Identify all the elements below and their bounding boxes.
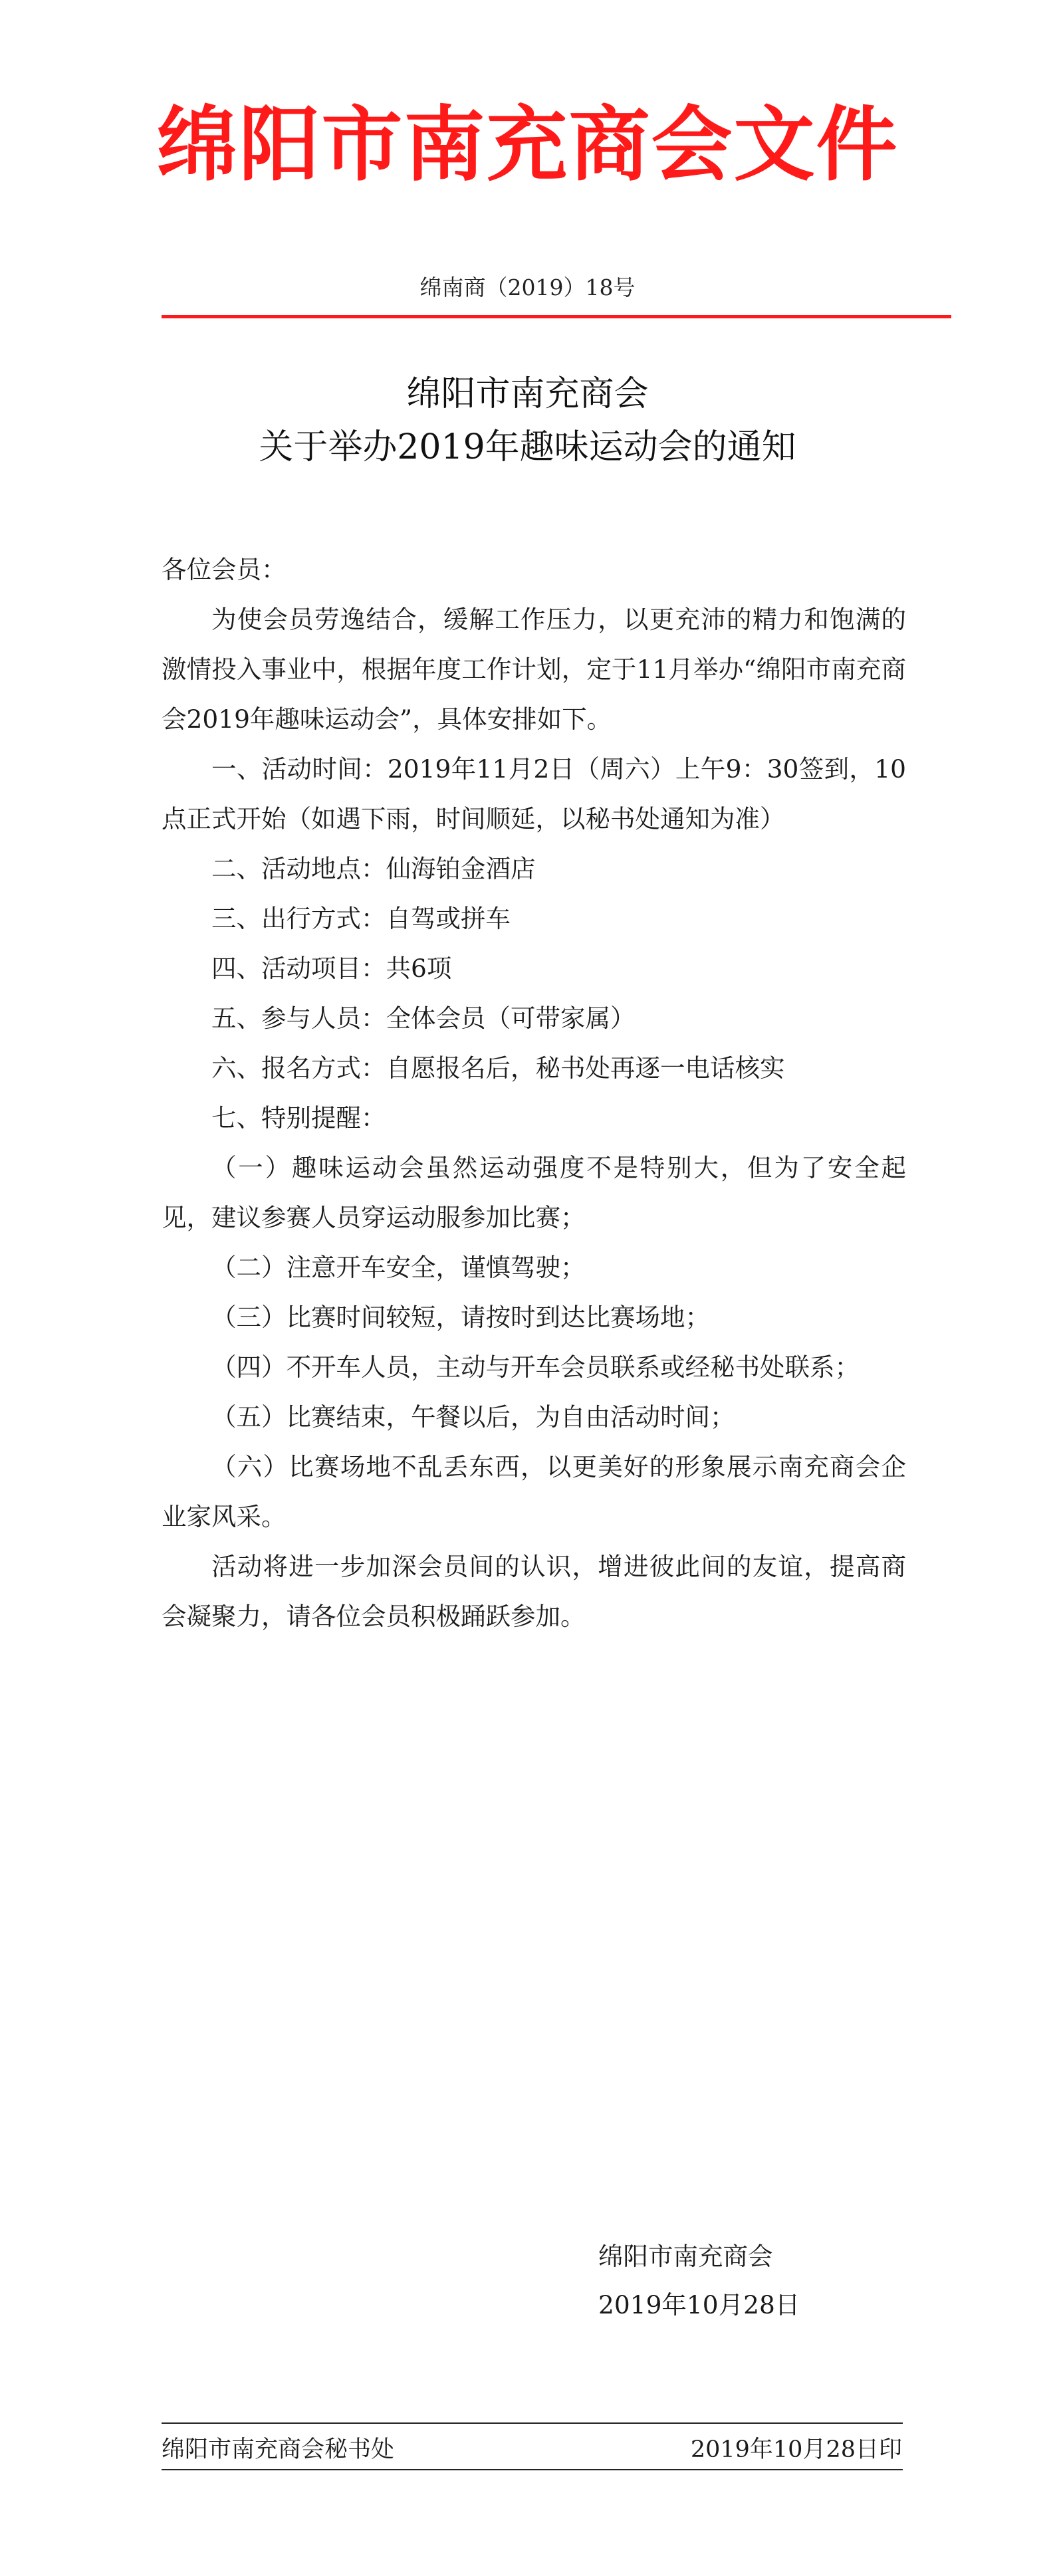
reminder-6: （六）比赛场地不乱丢东西，以更美好的形象展示南充商会企业家风采。 xyxy=(162,1452,906,1531)
item-participants: 五、参与人员：全体会员（可带家属） xyxy=(211,1004,636,1033)
document-number: 绵南商（2019）18号 xyxy=(419,274,636,300)
org-title: 绵阳市南充商会文件 xyxy=(156,96,899,192)
item-transport: 三、出行方式：自驾或拼车 xyxy=(211,904,511,933)
notice-body xyxy=(162,545,906,1642)
intro-paragraph: 为使会员劳逸结合，缓解工作压力，以更充沛的精力和饱满的激情投入事业中，根据年度工作计划，定于11月举办“绵阳市南充商会2019年趣味运动会”，具体安排如下。 xyxy=(162,605,906,734)
notice-heading-title: 关于举办2019年趣味运动会的通知 xyxy=(259,427,796,467)
footer-print-date: 2019年10月28日印 xyxy=(690,2436,902,2463)
reminder-4: （四）不开车人员，主动与开车会员联系或经秘书处联系； xyxy=(211,1352,860,1382)
reminder-1: （一）趣味运动会虽然运动强度不是特别大，但为了安全起见，建议参赛人员穿运动服参加比赛； xyxy=(162,1153,906,1232)
header-red-rule xyxy=(162,315,951,318)
reminder-5: （五）比赛结束，午餐以后，为自由活动时间； xyxy=(211,1402,735,1432)
reminder-3: （三）比赛时间较短，请按时到达比赛场地； xyxy=(211,1303,710,1332)
item-location: 二、活动地点：仙海铂金酒店 xyxy=(211,854,536,883)
item-registration: 六、报名方式：自愿报名后，秘书处再逐一电话核实 xyxy=(211,1053,785,1083)
item-time: 一、活动时间：2019年11月2日（周六）上午9：30签到，10点正式开始（如遇下雨，时间顺延，以秘书处通知为准） xyxy=(162,754,906,833)
footer-rule-top xyxy=(162,2422,903,2424)
signature-org: 绵阳市南充商会 xyxy=(598,2242,773,2271)
signature-date: 2019年10月28日 xyxy=(598,2290,800,2319)
item-reminders-heading: 七、特别提醒： xyxy=(211,1103,386,1132)
closing-paragraph: 活动将进一步加深会员间的认识，增进彼此间的友谊，提高商会凝聚力，请各位会员积极踊跃参加。 xyxy=(162,1552,906,1631)
notice-heading-org: 绵阳市南充商会 xyxy=(406,374,649,414)
salutation: 各位会员： xyxy=(162,555,287,584)
reminder-2: （二）注意开车安全，谨慎驾驶； xyxy=(211,1253,586,1282)
footer-rule-bottom xyxy=(162,2469,903,2470)
item-events: 四、活动项目：共6项 xyxy=(211,954,452,983)
footer-issuer: 绵阳市南充商会秘书处 xyxy=(162,2436,395,2463)
